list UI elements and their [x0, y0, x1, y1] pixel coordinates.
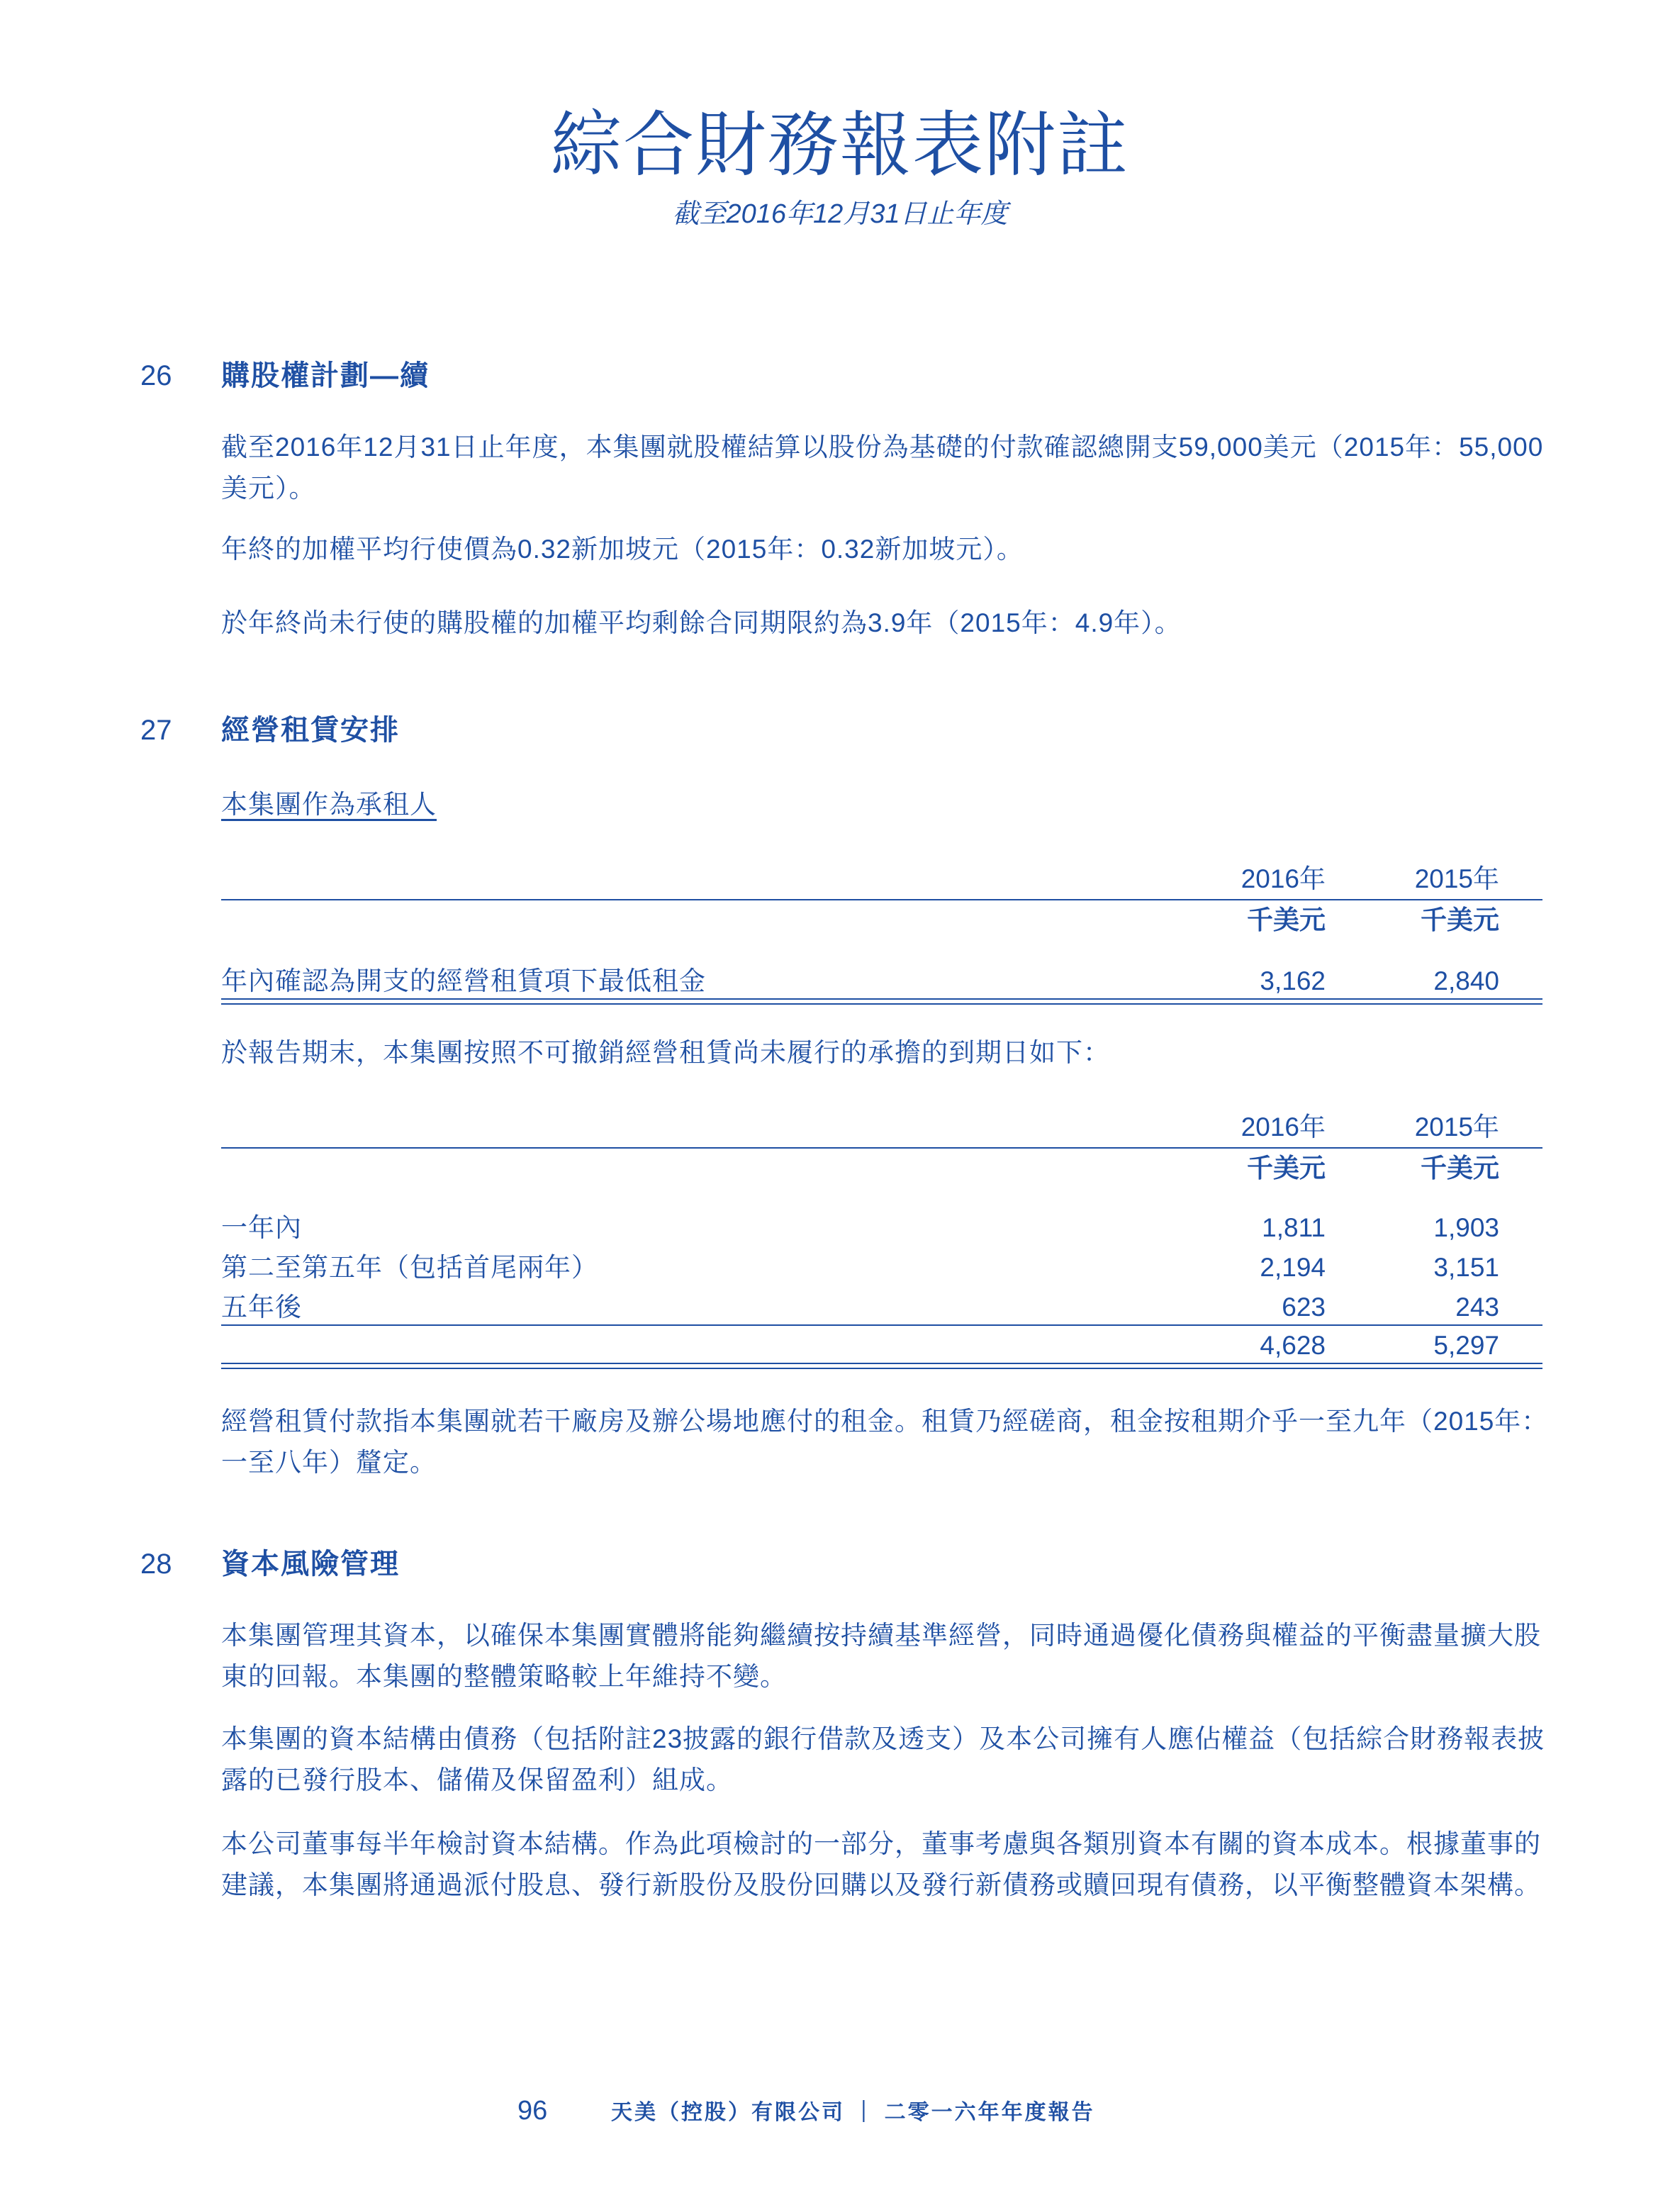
paragraph: 於報告期末，本集團按照不可撤銷經營租賃尚未履行的承擔的到期日如下： [221, 1038, 1110, 1067]
paragraph: 於年終尚未行使的購股權的加權平均剩餘合同期限約為3.9年（2015年：4.9年）。 [221, 608, 1182, 637]
col-unit-2016: 千美元 [1247, 1154, 1326, 1183]
col-year-2015: 2015年 [1414, 1112, 1499, 1142]
paragraph: 年終的加權平均行使價為0.32新加坡元（2015年：0.32新加坡元）。 [221, 535, 1024, 564]
table-cell-2015: 243 [1455, 1293, 1499, 1322]
section-title-26: 購股權計劃—續 [221, 360, 430, 391]
col-unit-2015: 千美元 [1421, 905, 1499, 934]
col-year-2015: 2015年 [1414, 864, 1499, 893]
table-row-label: 第二至第五年（包括首尾兩年） [221, 1253, 598, 1282]
table-double-rule [221, 998, 1542, 1005]
table-cell-2015: 2,840 [1433, 966, 1499, 995]
table-cell-2016: 623 [1282, 1293, 1326, 1322]
footer-text: 天美（控股）有限公司 ｜ 二零一六年年度報告 [611, 2101, 1095, 2124]
col-unit-2016: 千美元 [1247, 905, 1326, 934]
section-number-26: 26 [140, 360, 172, 391]
paragraph: 本集團的資本結構由債務（包括附註23披露的銀行借款及透支）及本公司擁有人應佔權益（包括綜合財務報表披露的已發行股本、儲備及保留盈利）組成。 [221, 1724, 1545, 1795]
table-row-label: 五年後 [221, 1293, 302, 1322]
col-year-2016: 2016年 [1241, 1112, 1326, 1142]
subheading: 本集團作為承租人 [221, 790, 437, 819]
table-cell-2015: 3,151 [1433, 1253, 1499, 1282]
table-divider [221, 1147, 1542, 1149]
table-total-2016: 4,628 [1260, 1331, 1326, 1360]
table-row-label: 年內確認為開支的經營租賃項下最低租金 [221, 966, 706, 995]
page-number: 96 [517, 2096, 548, 2126]
col-year-2016: 2016年 [1241, 864, 1326, 893]
table-cell-2016: 3,162 [1260, 966, 1326, 995]
section-number-28: 28 [140, 1548, 172, 1580]
table-double-rule [221, 1363, 1542, 1369]
section-title-27: 經營租賃安排 [221, 715, 400, 746]
paragraph: 本集團管理其資本，以確保本集團實體將能夠繼續按持續基準經營，同時通過優化債務與權益的平衡盡量擴大股東的回報。本集團的整體策略較上年維持不變。 [221, 1621, 1541, 1691]
page-title: 綜合財務報表附註 [551, 106, 1129, 185]
page-subtitle: 截至2016年12月31日止年度 [672, 199, 1008, 229]
table-divider [221, 899, 1542, 900]
paragraph: 本公司董事每半年檢討資本結構。作為此項檢討的一部分，董事考慮與各類別資本有關的資本成本。根據董事的建議，本集團將通過派付股息、發行新股份及股份回購以及發行新債務或贖回現有債務，以平衡整體資本架構。 [221, 1829, 1541, 1899]
table-subtotal-rule [221, 1324, 1542, 1326]
section-number-27: 27 [140, 715, 172, 746]
col-unit-2015: 千美元 [1421, 1154, 1499, 1183]
table-cell-2016: 2,194 [1260, 1253, 1326, 1282]
table-cell-2015: 1,903 [1433, 1213, 1499, 1242]
section-title-28: 資本風險管理 [221, 1548, 400, 1580]
paragraph: 經營租賃付款指本集團就若干廠房及辦公場地應付的租金。租賃乃經磋商，租金按租期介乎一至九年（2015年：一至八年）釐定。 [221, 1407, 1549, 1477]
paragraph: 截至2016年12月31日止年度，本集團就股權結算以股份為基礎的付款確認總開支59,000美元（2015年：55,000美元）。 [221, 432, 1544, 503]
table-row-label: 一年內 [221, 1213, 302, 1242]
table-cell-2016: 1,811 [1262, 1213, 1326, 1242]
table-total-2015: 5,297 [1433, 1331, 1499, 1360]
